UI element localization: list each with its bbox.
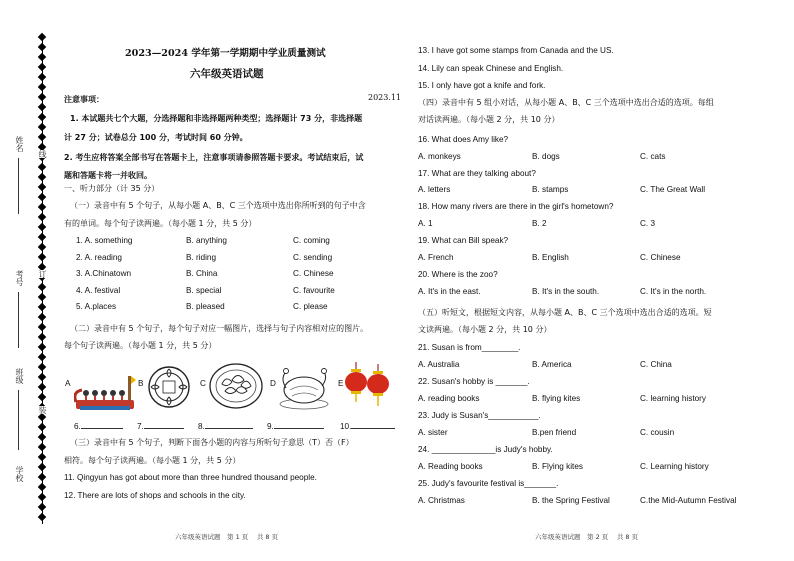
picture-letter-c: C [200,379,206,388]
diamond-mark [38,353,46,361]
part-5-instruction-1: （五）听短文，根据短文内容，从每小题 A、B、C 三个选项中选出合适的选项。短 [418,308,712,317]
diamond-mark [38,293,46,301]
diamond-mark [38,33,46,41]
q19-stem: 19. What can Bill speak? [418,236,509,245]
question-11: 11. Qingyun has got about more than three hundred thousand people. [64,473,317,482]
answer-blank-10[interactable] [340,421,395,432]
part-5-instruction-2: 文读两遍。（每小题 2 分，共 10 分） [418,325,552,334]
diamond-mark [38,133,46,141]
q21-stem: 21. Susan is from________. [418,343,521,352]
diamond-mark [38,383,46,391]
cut-mark-line: 线 [38,150,47,158]
q22-option-b: B. flying kites [532,394,581,403]
q16-stem: 16. What does Amy like? [418,135,509,144]
diamond-mark [38,83,46,91]
q2-option-a: 2. A. reading [76,253,122,262]
q17-option-b: B. stamps [532,185,569,194]
q25-stem: 25. Judy's favourite festival is_______. [418,479,559,488]
diamond-mark [38,463,46,471]
note-2-line-2: 题和答题卡将一并收回。 [64,171,152,180]
diamond-mark [38,43,46,51]
answer-blank-9[interactable] [267,421,324,432]
diamond-mark [38,103,46,111]
diamond-mark [38,363,46,371]
diamond-mark [38,233,46,241]
diamond-mark [38,433,46,441]
diamond-mark [38,393,46,401]
diamond-mark [38,493,46,501]
class-blank [18,390,19,450]
diamond-mark [38,283,46,291]
q23-option-b: B.pen friend [532,428,577,437]
diamond-mark [38,303,46,311]
blank-9-number: 9. [267,422,274,431]
q3-option-a: 3. A.Chinatown [76,269,132,278]
blank-10-number: 10. [340,422,352,431]
blank-7-number: 7. [137,422,144,431]
q23-option-a: A. sister [418,428,448,437]
diamond-mark [38,503,46,511]
diamond-mark [38,93,46,101]
blank-6-number: 6. [74,422,81,431]
q19-option-c: C. Chinese [640,253,681,262]
cut-mark-fold: 订 [38,270,47,278]
diamond-mark [38,453,46,461]
diamond-mark [38,53,46,61]
name-label: 姓名 [15,136,24,152]
blank-6-line [81,428,123,429]
diamond-mark [38,443,46,451]
q3-option-b: B. China [186,269,218,278]
diamond-mark [38,173,46,181]
part-1-instruction-1: （一）录音中有 5 个句子，从每小题 A、B、C 三个选项中选出你所听到的句子中含 [70,201,366,210]
part-3-instruction-2: 相符。每个句子读两遍。（每小题 1 分，共 5 分） [64,456,241,465]
diamond-mark [38,183,46,191]
q1-option-b: B. anything [186,236,227,245]
question-14: 14. Lily can speak Chinese and English. [418,64,564,73]
part-3-instruction-1: （三）录音中有 5 个句子，判断下面各小题的内容与所听句子意思（T）否（F） [70,438,354,447]
diamond-mark [38,413,46,421]
part-2-instruction-1: （二）录音中有 5 个句子，每个句子对应一幅图片，选择与句子内容相对应的图片。 [70,324,369,333]
diamond-mark [38,123,46,131]
exam-number-blank [18,292,19,348]
diamond-mark [38,253,46,261]
class-label: 班级 [15,368,24,384]
blank-10-line [351,428,395,429]
q17-option-c: C. The Great Wall [640,185,706,194]
q20-stem: 20. Where is the zoo? [418,270,498,279]
q17-option-a: A. letters [418,185,451,194]
blank-7-line [144,428,184,429]
q23-option-c: C. cousin [640,428,675,437]
q2-option-c: C. sending [293,253,333,262]
diamond-mark [38,333,46,341]
cut-mark-bind: 装 [38,406,47,414]
answer-blank-7[interactable] [137,421,184,432]
diamond-mark [38,223,46,231]
page-footer-left: 六年级英语试题 第 1 页 共 8 页 [175,533,279,541]
name-blank [18,158,19,214]
diamond-mark [38,483,46,491]
question-13: 13. I have got some stamps from Canada and the US. [418,46,614,55]
picture-letter-d: D [270,379,276,388]
diamond-mark [38,163,46,171]
q18-option-c: C. 3 [640,219,656,228]
page-footer-right: 六年级英语试题 第 2 页 共 8 页 [535,533,639,541]
q25-option-c: C.the Mid-Autumn Festival [640,496,737,505]
q16-option-a: A. monkeys [418,152,461,161]
q20-option-a: A. It's in the east. [418,287,481,296]
mooncake-picture [146,364,192,410]
exam-date: 2023.11 [368,93,402,102]
q2-option-b: B. riding [186,253,217,262]
part-4-instruction-2: 对话读两遍。（每小题 2 分，共 10 分） [418,115,560,124]
q18-stem: 18. How many rivers are there in the girl's hometown? [418,202,614,211]
q1-option-c: C. coming [293,236,330,245]
diamond-mark [38,373,46,381]
diamond-mark [38,513,46,521]
q22-stem: 22. Susan's hobby is _______. [418,377,530,386]
blank-9-line [274,428,324,429]
q21-option-b: B. America [532,360,572,369]
diamond-mark [38,473,46,481]
section-listening-heading: 一、听力部分（计 35 分） [64,184,160,193]
picture-letter-a: A [65,379,71,388]
q24-stem: 24. ______________is Judy's hobby. [418,445,553,454]
q17-stem: 17. What are they talking about? [418,169,536,178]
q20-option-c: C. It's in the north. [640,287,707,296]
school-label: 学校 [15,466,24,482]
dragon-boat-picture [74,362,136,414]
q24-option-c: C. Learning history [640,462,709,471]
exam-subtitle: 六年级英语试题 [190,68,264,80]
picture-letter-e: E [338,379,344,388]
q5-option-c: C. please [293,302,328,311]
q24-option-a: A. Reading books [418,462,483,471]
note-2-line-1: 2. 考生应将答案全部书写在答题卡上，注意事项请参照答题卡要求。考试结束后，试 [64,153,364,162]
question-15: 15. I only have got a knife and fork. [418,81,546,90]
q5-option-a: 5. A.places [76,302,117,311]
diamond-mark [38,193,46,201]
q22-option-a: A. reading books [418,394,480,403]
note-1-line-2: 计 27 分；试卷总分 100 分，考试时间 60 分钟。 [64,133,248,142]
red-lanterns-picture [344,362,394,414]
picture-letter-b: B [138,379,144,388]
notice-label: 注意事项： [64,95,104,104]
part-1-instruction-2: 有的单词。每个句子读两遍。（每小题 1 分，共 5 分） [64,219,257,228]
diamond-mark [38,203,46,211]
diamond-mark [38,423,46,431]
diamond-mark [38,243,46,251]
q16-option-c: C. cats [640,152,666,161]
q19-option-b: B. English [532,253,569,262]
question-12: 12. There are lots of shops and schools in the city. [64,491,246,500]
note-1-line-1: 1. 本试题共七个大题，分选择题和非选择题两种类型；选择题计 73 分，非选择题 [70,114,363,123]
blank-8-number: 8. [198,422,205,431]
part-2-instruction-2: 每个句子读两遍。（每小题 1 分，共 5 分） [64,341,217,350]
exam-title: 2023—2024 学年第一学期期中学业质量测试 [125,48,326,59]
roast-turkey-picture [278,360,330,412]
q19-option-a: A. French [418,253,454,262]
q18-option-a: A. 1 [418,219,433,228]
q3-option-c: C. Chinese [293,269,334,278]
diamond-mark [38,63,46,71]
q23-stem: 23. Judy is Susan's___________. [418,411,541,420]
q18-option-b: B. 2 [532,219,547,228]
answer-blank-8[interactable] [198,421,253,432]
diamond-mark [38,113,46,121]
blank-8-line [205,428,253,429]
dumplings-picture [208,360,264,410]
q5-option-b: B. pleased [186,302,225,311]
q25-option-b: B. the Spring Festival [532,496,610,505]
diamond-mark [38,73,46,81]
q21-option-a: A. Australia [418,360,460,369]
q16-option-b: B. dogs [532,152,560,161]
answer-blank-6[interactable] [74,421,123,432]
diamond-mark [38,323,46,331]
q24-option-b: B. Flying kites [532,462,583,471]
q25-option-a: A. Christmas [418,496,465,505]
q1-option-a: 1. A. something [76,236,133,245]
q4-option-a: 4. A. festival [76,286,121,295]
q22-option-c: C. learning history [640,394,706,403]
q4-option-c: C. favourite [293,286,335,295]
q21-option-c: C. China [640,360,672,369]
q20-option-b: B. It's in the south. [532,287,600,296]
part-4-instruction-1: （四）录音中有 5 组小对话，从每小题 A、B、C 三个选项中选出合适的选项。每组 [418,98,714,107]
diamond-mark [38,213,46,221]
exam-number-label: 考号 [15,270,24,286]
diamond-mark [38,343,46,351]
q4-option-b: B. special [186,286,222,295]
diamond-mark [38,313,46,321]
